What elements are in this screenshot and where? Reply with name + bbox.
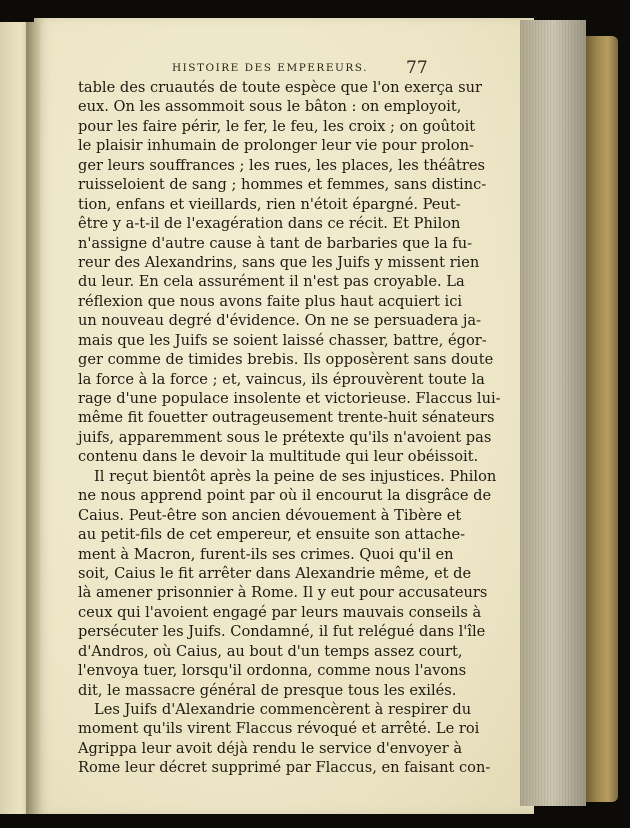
text-line: mais que les Juifs se soient laissé chasser, battre, égor- — [78, 331, 487, 349]
text-line: pour les faire périr, le fer, le feu, les croix ; on goûtoit — [78, 117, 476, 135]
text-line: soit, Caius le fit arrêter dans Alexandrie même, et de — [78, 564, 472, 582]
text-line: ceux qui l'avoient engagé par leurs mauvais conseils à — [78, 603, 482, 621]
text-line: dit, le massacre général de presque tous les exilés. — [78, 681, 457, 699]
text-line: ger leurs souffrances ; les rues, les places, les théâtres — [78, 156, 485, 174]
page-number: 77 — [406, 58, 428, 78]
text-line: ruisseloient de sang ; hommes et femmes, sans distinc- — [78, 176, 487, 194]
paragraph-start-line: Il reçut bientôt après la peine de ses injustices. Philon — [94, 467, 497, 485]
book-gutter — [26, 22, 40, 814]
body-text — [78, 78, 501, 778]
text-line: un nouveau degré d'évidence. On ne se persuadera ja- — [78, 312, 482, 330]
paragraph-start-line: Les Juifs d'Alexandrie commencèrent à respirer du — [94, 701, 472, 718]
text-line: reur des Alexandrins, sans que les Juifs y missent rien — [78, 253, 480, 271]
text-line: juifs, apparemment sous le prétexte qu'ils n'avoient pas — [78, 428, 492, 446]
text-line: l'envoya tuer, lorsqu'il ordonna, comme nous l'avons — [78, 662, 467, 680]
text-line: même fit fouetter outrageusement trente-huit sénateurs — [78, 409, 495, 427]
text-line: du leur. En cela assurément il n'est pas croyable. La — [78, 273, 465, 291]
text-line: être y a-t-il de l'exagération dans ce récit. Et Philon — [78, 215, 461, 233]
text-line: rage d'une populace insolente et victorieuse. Flaccus lui- — [78, 390, 501, 407]
text-line: le plaisir inhumain de prolonger leur vie pour prolon- — [78, 137, 474, 155]
text-line: d'Andros, où Caius, au bout d'un temps assez court, — [78, 642, 463, 660]
text-line: Caius. Peut-être son ancien dévouement à Tibère et — [78, 506, 462, 524]
text-line: là amener prisonnier à Rome. Il y eut pour accusateurs — [78, 584, 488, 602]
running-title: HISTOIRE DES EMPEREURS. — [172, 62, 368, 74]
text-line: Agrippa leur avoit déjà rendu le service d'envoyer à — [78, 739, 463, 757]
text-line: eux. On les assommoit sous le bâton : on employoit, — [78, 98, 462, 116]
text-line: tion, enfans et vieillards, rien n'étoit épargné. Peut- — [78, 195, 461, 213]
book-cover-edge — [584, 36, 618, 802]
text-line: réflexion que nous avons faite plus haut acquiert ici — [78, 292, 463, 310]
text-line: ment à Macron, furent-ils ses crimes. Quoi qu'il en — [78, 545, 454, 563]
text-line: n'assigne d'autre cause à tant de barbaries que la fu- — [78, 234, 473, 252]
text-line: table des cruautés de toute espèce que l'on exerça sur — [78, 79, 482, 96]
text-line: Rome leur décret supprimé par Flaccus, en faisant con- — [78, 759, 491, 777]
fore-edge-shading — [520, 20, 586, 806]
text-line: ger comme de timides brebis. Ils opposèrent sans doute — [78, 351, 494, 369]
text-line: la force à la force ; et, vaincus, ils éprouvèrent toute la — [78, 370, 485, 388]
text-line: persécuter les Juifs. Condamné, il fut relégué dans l'île — [78, 623, 486, 641]
text-line: ne nous apprend point par où il encourut la disgrâce de — [78, 487, 492, 505]
text-line: contenu dans le devoir la multitude qui leur obéissoit. — [78, 448, 479, 466]
text-line: au petit-fils de cet empereur, et ensuite son attache- — [78, 526, 466, 544]
text-line: moment qu'ils virent Flaccus révoqué et arrêté. Le roi — [78, 720, 480, 738]
